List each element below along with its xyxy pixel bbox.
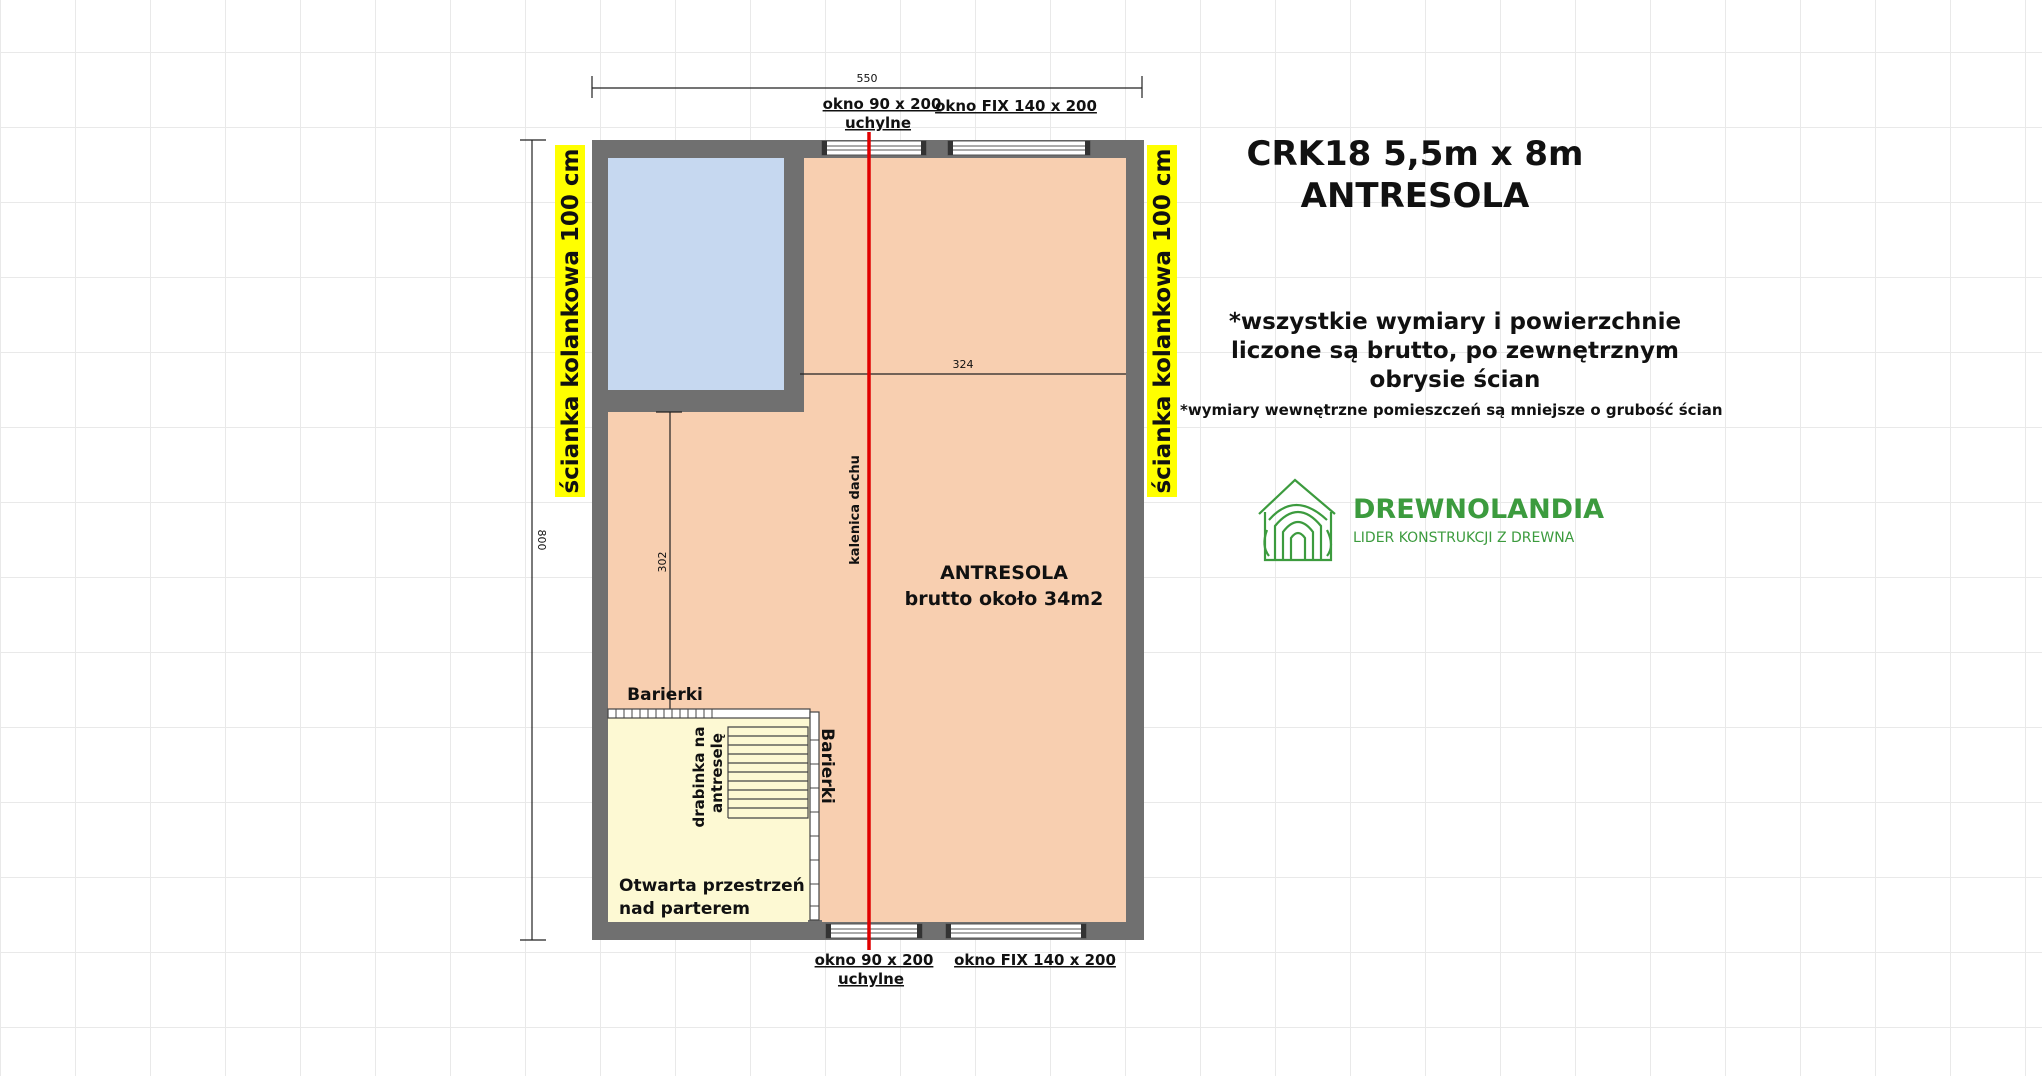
window-bottom-right-label: okno FIX 140 x 200 [954, 951, 1116, 969]
wooden-house-icon [1255, 476, 1339, 564]
brand-tagline: LIDER KONSTRUKCJI Z DREWNA [1353, 530, 1575, 546]
stair-dimension-label: 302 [656, 551, 669, 573]
ridge-label: kalenica dachu [848, 455, 863, 565]
window-top-right [948, 141, 1090, 155]
window-bottom-left-sublabel: uchylne [837, 970, 905, 988]
mezzanine-name: ANTRESOLA [940, 562, 1068, 584]
window-bottom-left [826, 924, 922, 938]
brand-logo [1255, 476, 1605, 566]
window-top-right-label: okno FIX 140 x 200 [935, 97, 1097, 115]
ladder-label-line1: drabinka na [690, 726, 708, 828]
window-top-left-sublabel: uchylne [844, 114, 912, 132]
railing-horizontal-label: Barierki [627, 685, 703, 705]
open-space-label-line1: Otwarta przestrzeń [619, 876, 805, 896]
dimension-note-line3: obrysie ścian [1369, 367, 1541, 393]
interior-dimension-note: *wymiary wewnętrzne pomieszczeń są mniejsze o grubość ścian [1180, 401, 1723, 419]
ladder-label-line2: antreselę [708, 733, 726, 813]
window-top-left-label: okno 90 x 200 [822, 95, 942, 113]
width-dimension-label: 550 [856, 72, 878, 85]
plan-title-line1: CRK18 5,5m x 8m [1246, 134, 1584, 174]
railing-horizontal [608, 709, 810, 718]
plan-title-line2: ANTRESOLA [1300, 176, 1530, 216]
window-bottom-left-label: okno 90 x 200 [814, 951, 934, 969]
open-space-label-line2: nad parterem [619, 899, 750, 919]
plan-title [1180, 133, 1650, 217]
window-top-left [822, 141, 926, 155]
brand-name: DREWNOLANDIA [1353, 494, 1605, 525]
dimension-note-line2: liczone są brutto, po zewnętrznym [1230, 338, 1680, 364]
knee-wall-left-label: ścianka kolankowa 100 cm [558, 148, 584, 494]
wall-segment [808, 920, 822, 940]
window-bottom-right [946, 924, 1086, 938]
knee-wall-right-label: ścianka kolankowa 100 cm [1150, 148, 1176, 494]
height-dimension-label: 800 [535, 529, 548, 551]
dimension-note-line1: *wszystkie wymiary i powierzchnie [1228, 309, 1682, 335]
void-room [608, 158, 784, 390]
railing-vertical-label: Barierki [817, 728, 837, 804]
mezzanine-area: brutto około 34m2 [904, 588, 1104, 610]
inner-width-label: 324 [952, 358, 974, 371]
dimension-note [1215, 308, 1695, 395]
